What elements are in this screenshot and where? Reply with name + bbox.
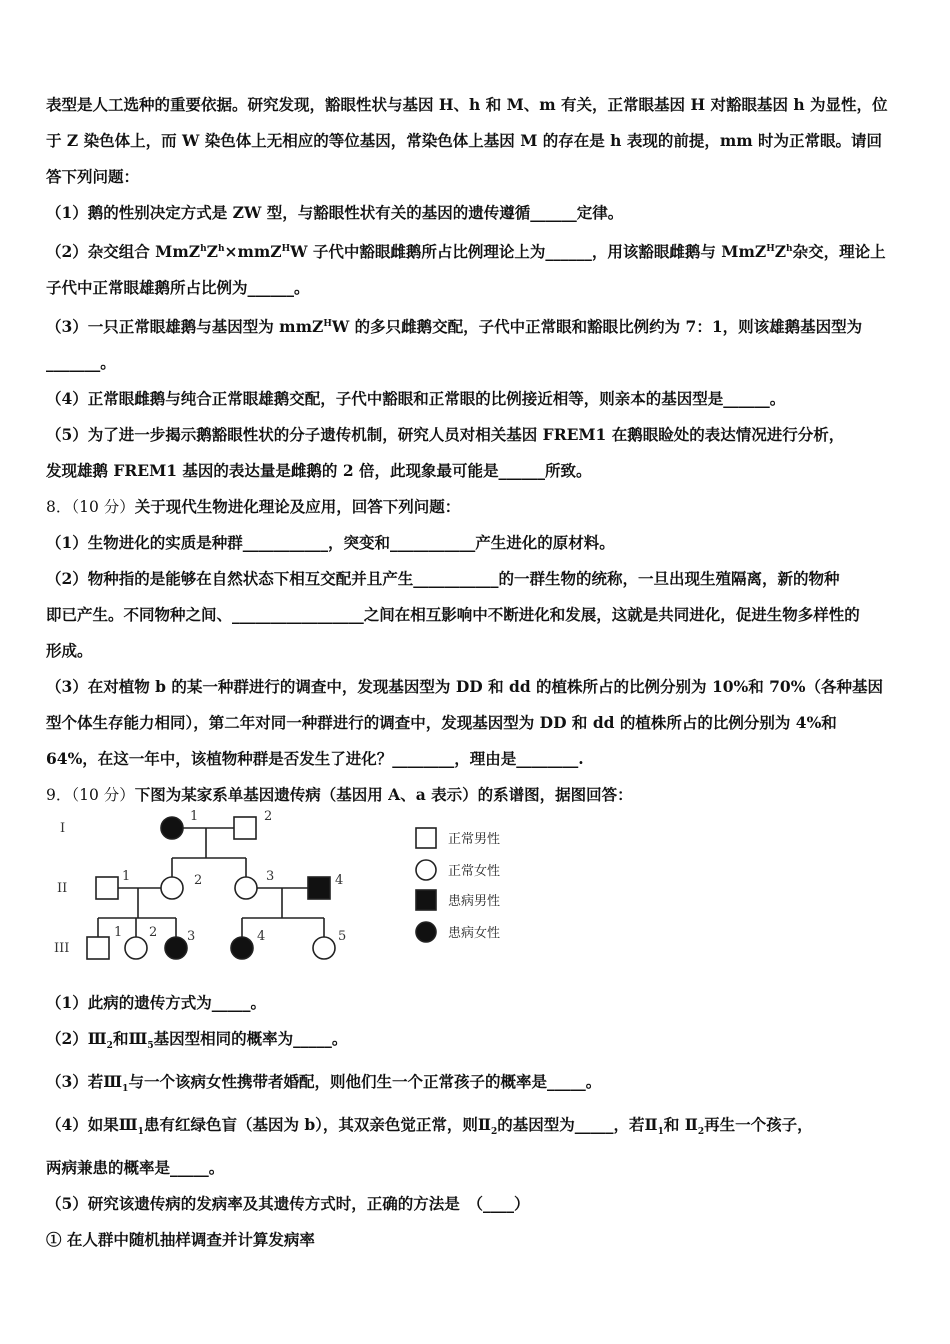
legend-label: 正常男性 [448, 832, 501, 847]
q9-sub3: （3）若$Ⅲ_1$与一个该病女性携带者婚配，则他们生一个正常孩子的概率是_____。 [46, 1072, 602, 1095]
ind-num: 4 [335, 873, 344, 888]
I2-normal-male [234, 817, 256, 839]
q9-sub4-cont: 两病兼患的概率是_____。 [46, 1158, 225, 1178]
legend-normal-male-icon [416, 828, 436, 848]
q9-questions [46, 994, 908, 1249]
q7-sub3: （3）一只正常眼雄鹅与基因型为 mmZ$^H$W 的多只雌鹅交配，子代中正常眼和豁眼比例约为 7：1，则该雄鹅基因型为 [46, 317, 863, 337]
legend-affected-male-icon [416, 890, 436, 910]
gen-label-III: III [54, 941, 70, 956]
q9-heading: 9．（10 分）下图为某家系单基因遗传病（基因用 A、a 表示）的系谱图，据图回答： [46, 785, 633, 805]
legend-affected-female-icon [416, 922, 436, 942]
document-page [46, 96, 908, 804]
III4-affected-female [231, 937, 253, 959]
ind-num: 2 [149, 925, 158, 940]
III1-normal-male [87, 937, 109, 959]
pedigree-chart [46, 806, 686, 974]
II3-normal-female [235, 877, 257, 899]
II2-normal-female [161, 877, 183, 899]
q7-sub5: （5）为了进一步揭示鹅豁眼性状的分子遗传机制，研究人员对相关基因 FREM1 在鹅眼睑处的表达情况进行分析， [46, 425, 845, 445]
ind-num: 1 [114, 925, 123, 940]
q8-sub1: （1）生物进化的实质是种群___________，突变和___________产生进化的原材料。 [46, 533, 615, 553]
II1-normal-male [96, 877, 118, 899]
ind-num: 2 [194, 873, 203, 888]
q9-sub4: （4）如果$Ⅲ_1$患有红绿色盲（基因为 b），其双亲色觉正常，则$Ⅱ_2$的基因型为_____，若$Ⅱ_1$和 $Ⅱ_2$再生一个孩子， [46, 1115, 813, 1138]
q7-sub5-cont: 发现雄鹅 FREM1 基因的表达量是雌鹅的 2 倍，此现象最可能是______所致。 [46, 461, 592, 481]
ind-num: 5 [338, 929, 347, 944]
legend-label: 患病男性 [448, 894, 501, 909]
q7-sub2: （2）杂交组合 $MmZ^hZ^h\times mmZ^HW$ 子代中豁眼雌鹅所占比例理论上为______，用该豁眼雌鹅与 $MmZ^HZ^h$杂交，理论上 [46, 242, 886, 262]
q8-heading: 8．（10 分）关于现代生物进化理论及应用，回答下列问题： [46, 497, 461, 517]
intro-line: 于 Z 染色体上，而 W 染色体上无相应的等位基因，常染色体上基因 M 的存在是 h 表现的前提，mm 时为正常眼。请回 [46, 131, 883, 150]
gen-label-I: I [60, 821, 66, 836]
ind-num: 4 [257, 929, 266, 944]
ind-num: 1 [190, 809, 199, 824]
III2-normal-female [125, 937, 147, 959]
q8-sub3: （3）在对植物 b 的某一种群进行的调查中，发现基因型为 DD 和 dd 的植株所占的比例分别为 10%和 70%（各种基因 [46, 677, 883, 697]
legend-label: 正常女性 [448, 864, 501, 879]
III3-affected-female [165, 937, 187, 959]
ind-num: 3 [266, 869, 275, 884]
ind-num: 1 [122, 869, 131, 884]
I1-affected-female [161, 817, 183, 839]
legend-normal-female-icon [416, 860, 436, 880]
q8-sub2-cont: 形成。 [46, 641, 93, 661]
III5-normal-female [313, 937, 335, 959]
q8-sub3-cont: 64%，在这一年中，该植物种群是否发生了进化？________，理由是________. [46, 749, 584, 769]
ind-num: 2 [264, 809, 273, 824]
legend-label: 患病女性 [448, 926, 501, 941]
q9-sub5: （5）研究该遗传病的发病率及其遗传方式时，正确的方法是 （____） [46, 1194, 530, 1214]
q7-sub1: （1）鹅的性别决定方式是 ZW 型，与豁眼性状有关的基因的遗传遵循______定律。 [46, 203, 624, 222]
q7-sub4: （4）正常眼雌鹅与纯合正常眼雄鹅交配，子代中豁眼和正常眼的比例接近相等，则亲本的基因型是______。 [46, 389, 786, 409]
intro-line: 表型是人工选种的重要依据。研究发现，豁眼性状与基因 H、h 和 M、m 有关，正常眼基因 H 对豁眼基因 h 为显性，位 [46, 95, 888, 114]
q8-sub2: （2）物种指的是能够在自然状态下相互交配并且产生___________的一群生物的统称，一旦出现生殖隔离，新的物种 [46, 569, 840, 589]
q7-sub2-cont: 子代中正常眼雄鹅所占比例为______。 [46, 278, 310, 298]
q9-sub2: $(2)Ⅲ_2$和$Ⅲ_5$基因型相同的概率为_____。 [46, 1029, 348, 1052]
q9-sub1: （1）此病的遗传方式为_____。 [46, 993, 267, 1012]
q9-option-1: ① 在人群中随机抽样调查并计算发病率 [46, 1230, 315, 1250]
ind-num: 3 [187, 929, 196, 944]
q8-sub2-cont: 即已产生。不同物种之间、_________________之间在相互影响中不断进化和发展，这就是共同进化，促进生物多样性的 [46, 605, 860, 625]
II4-affected-male [308, 877, 330, 899]
q7-sub3-cont: _______。 [46, 353, 116, 373]
intro-line: 答下列问题： [46, 167, 140, 186]
pedigree-figure [46, 806, 686, 974]
q8-sub3-cont: 型个体生存能力相同），第二年对同一种群进行的调查中，发现基因型为 DD 和 dd 的植株所占的比例分别为 4%和 [46, 713, 837, 733]
gen-label-II: II [57, 881, 68, 896]
